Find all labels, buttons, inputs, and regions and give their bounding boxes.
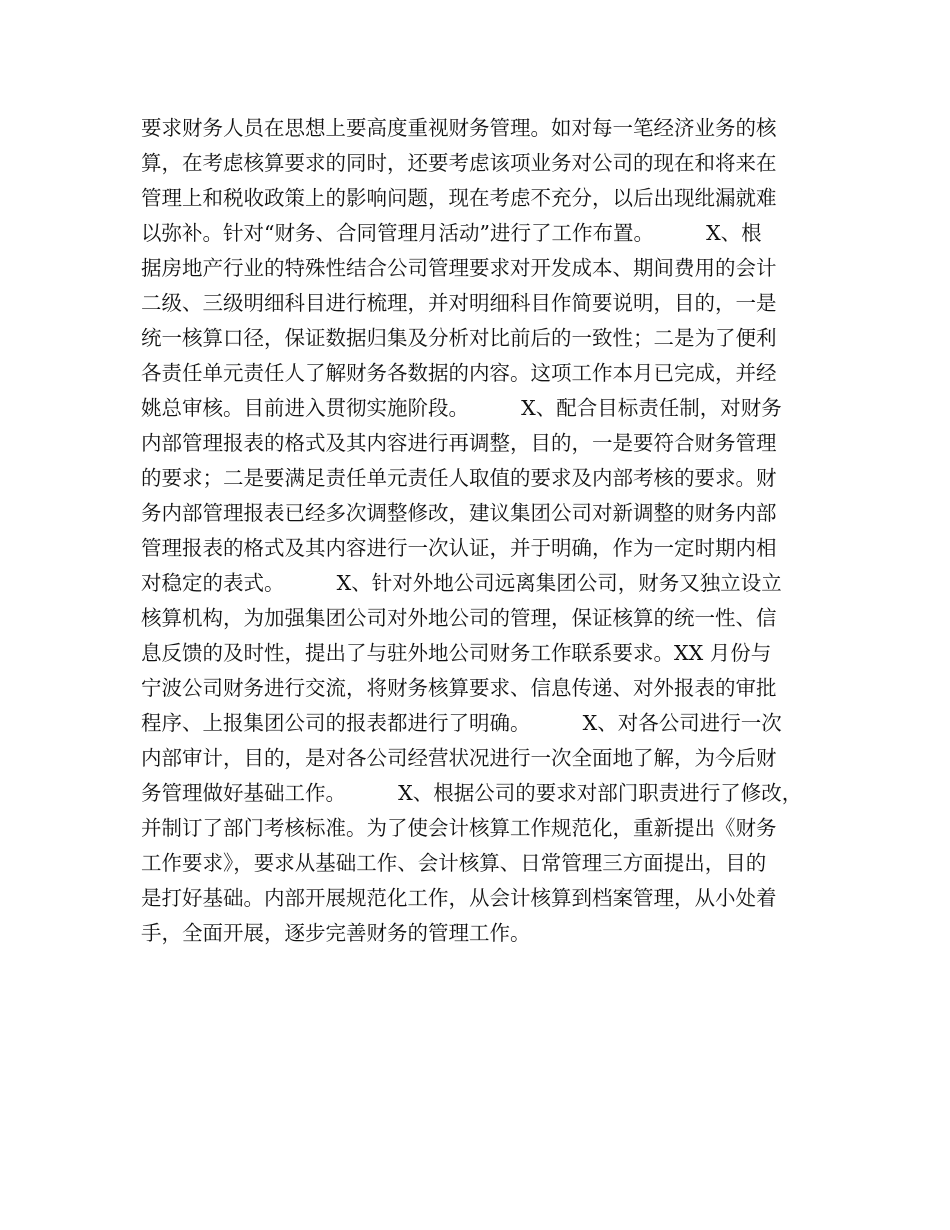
text-line: 姚总审核。目前进入贯彻实施阶段。 X、配合目标责任制，对财务 (141, 396, 782, 420)
text-line: 并制订了部门考核标准。为了使会计核算工作规范化，重新提出《财务 (141, 816, 777, 840)
text-line: 各责任单元责任人了解财务各数据的内容。这项工作本月已完成，并经 (141, 361, 777, 385)
text-line: 内部管理报表的格式及其内容进行再调整，目的，一是要符合财务管理 (141, 431, 777, 455)
text-line: 是打好基础。内部开展规范化工作，从会计核算到档案管理，从小处着 (141, 886, 777, 910)
text-line: 内部审计，目的，是对各公司经营状况进行一次全面地了解，为今后财 (141, 746, 777, 770)
text-line: 统一核算口径，保证数据归集及分析对比前后的一致性；二是为了便利 (141, 326, 777, 350)
text-line: 息反馈的及时性，提出了与驻外地公司财务工作联系要求。XX 月份与 (141, 641, 772, 665)
text-line: 务管理做好基础工作。 X、根据公司的要求对部门职责进行了修改， (141, 781, 803, 805)
text-line: 以弥补。针对“财务、合同管理月活动”进行了工作布置。 X、根 (141, 221, 762, 245)
text-line: 管理报表的格式及其内容进行一次认证，并于明确，作为一定时期内相 (141, 536, 777, 560)
text-line: 要求财务人员在思想上要高度重视财务管理。如对每一笔经济业务的核 (141, 116, 777, 140)
text-line: 核算机构，为加强集团公司对外地公司的管理，保证核算的统一性、信 (141, 606, 777, 630)
text-line: 对稳定的表式。 X、针对外地公司远离集团公司，财务又独立设立 (141, 571, 782, 595)
text-line: 二级、三级明细科目进行梳理，并对明细科目作简要说明，目的，一是 (141, 291, 777, 315)
text-line: 宁波公司财务进行交流，将财务核算要求、信息传递、对外报表的审批 (141, 676, 777, 700)
text-line: 管理上和税收政策上的影响问题，现在考虑不充分，以后出现纰漏就难 (141, 186, 777, 210)
text-line: 算，在考虑核算要求的同时，还要考虑该项业务对公司的现在和将来在 (141, 151, 777, 175)
text-line: 务内部管理报表已经多次调整修改，建议集团公司对新调整的财务内部 (141, 501, 777, 525)
text-line: 程序、上报集团公司的报表都进行了明确。 X、对各公司进行一次 (141, 711, 782, 735)
text-line: 的要求；二是要满足责任单元责任人取值的要求及内部考核的要求。财 (141, 466, 777, 490)
text-line: 工作要求》，要求从基础工作、会计核算、日常管理三方面提出，目的 (141, 851, 767, 875)
text-line: 据房地产行业的特殊性结合公司管理要求对开发成本、期间费用的会计 (141, 256, 777, 280)
body-paragraph (141, 111, 831, 951)
text-line: 手，全面开展，逐步完善财务的管理工作。 (141, 921, 531, 945)
